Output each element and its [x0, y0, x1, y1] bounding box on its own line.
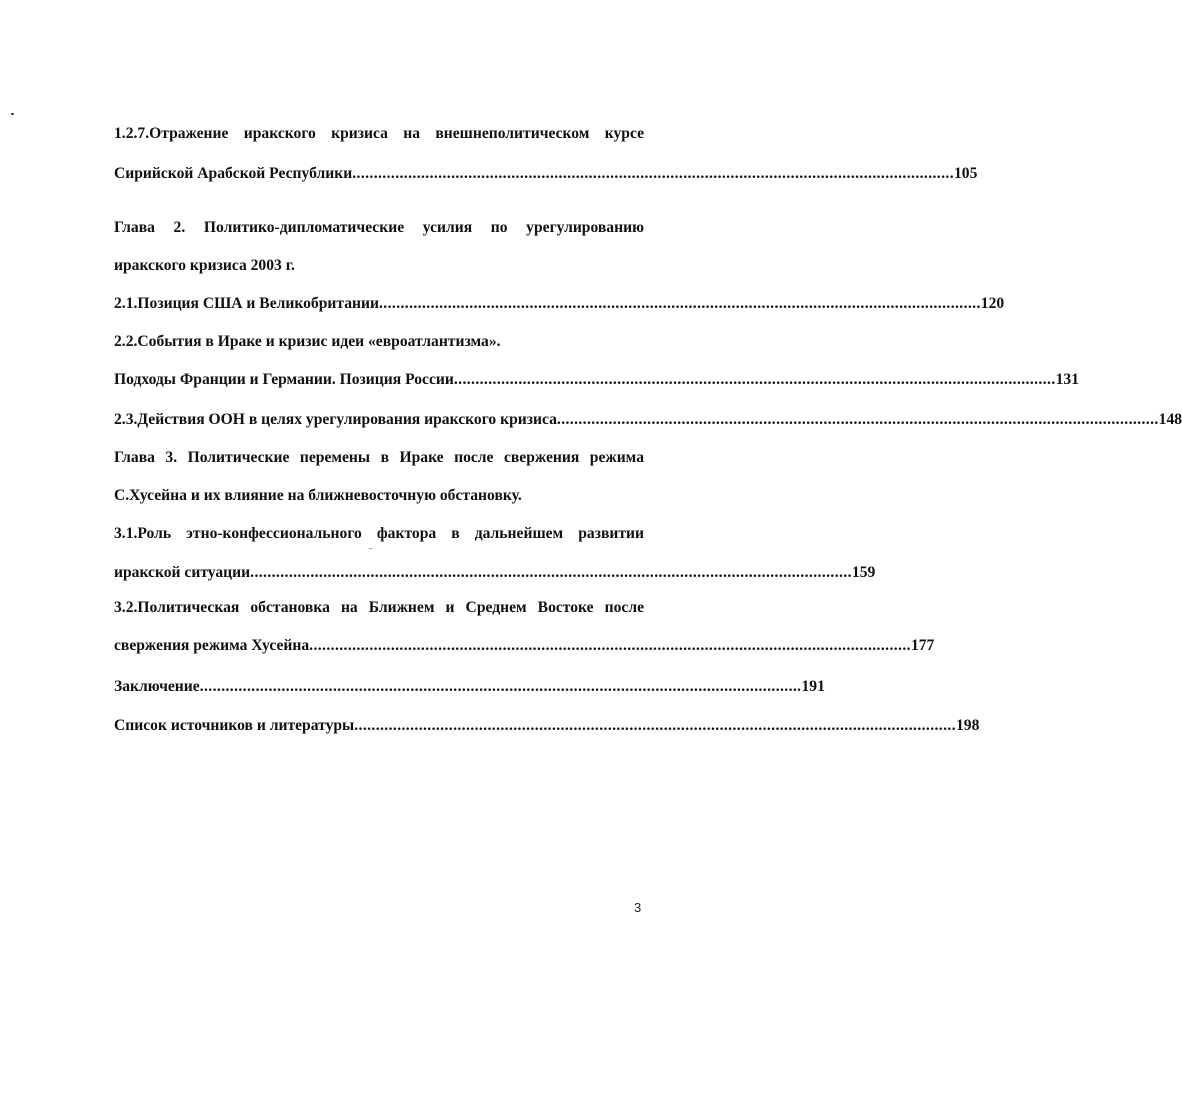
toc-chapter-3-line-2: С.Хусейна и их влияние на ближневосточную обстановку. — [114, 487, 522, 504]
toc-leader-dots: ............................................................................................................................................ — [309, 637, 911, 654]
toc-entry-title: Подходы Франции и Германии. Позиция России — [114, 371, 454, 388]
toc-entry-title: Сирийской Арабской Республики — [114, 165, 353, 182]
toc-page-number: 198 — [956, 717, 980, 734]
toc-page-number: 159 — [851, 564, 876, 581]
page-number: 3 — [634, 900, 642, 915]
toc-entry-title: иракской ситуации — [114, 564, 251, 581]
toc-page-number: 148 — [1158, 411, 1182, 428]
toc-entry-1-2-7-line-2 — [114, 164, 978, 184]
toc-entry-3-2-line-1: 3.2.Политическая обстановка на Ближнем и Среднем Востоке после — [114, 599, 644, 616]
toc-chapter-2-line-2: иракского кризиса 2003 г. — [114, 257, 295, 274]
toc-entry-title: 2.1.Позиция США и Великобритании — [114, 295, 379, 312]
toc-chapter-3-line-1: Глава 3. Политические перемены в Ираке после свержения режима — [114, 449, 644, 466]
scan-speck — [369, 548, 372, 549]
scan-speck — [11, 113, 14, 115]
toc-leader-dots: ............................................................................................................................................ — [354, 717, 956, 734]
toc-entry-3-2-line-2 — [114, 636, 935, 656]
toc-entry-title: Заключение — [114, 678, 200, 695]
toc-entry-2-3 — [114, 410, 1182, 430]
toc-leader-dots: ............................................................................................................................................ — [352, 165, 954, 182]
toc-leader-dots: ............................................................................................................................................ — [250, 564, 852, 581]
toc-entry-3-1-line-2 — [114, 563, 876, 583]
toc-entry-sources — [114, 716, 980, 736]
toc-leader-dots: ............................................................................................................................................ — [453, 371, 1056, 388]
toc-entry-1-2-7-line-1: 1.2.7.Отражение иракского кризиса на внешнеполитическом курсе — [114, 125, 644, 142]
toc-page-number: 131 — [1055, 371, 1080, 388]
toc-entry-title: Список источников и литературы — [114, 717, 355, 734]
toc-page-number: 120 — [980, 295, 1005, 312]
toc-page-number: 105 — [954, 165, 978, 182]
toc-entry-title: свержения режима Хусейна — [114, 637, 310, 654]
toc-leader-dots: ............................................................................................................................................ — [379, 295, 981, 312]
toc-entry-title: 2.3.Действия ООН в целях урегулирования иракского кризиса — [114, 411, 557, 428]
toc-entry-2-2-line-2 — [114, 370, 1080, 390]
toc-leader-dots: ............................................................................................................................................ — [199, 678, 802, 695]
toc-entry-2-2-line-1: 2.2.События в Ираке и кризис идеи «евроатлантизма». — [114, 333, 501, 350]
toc-chapter-2-line-1: Глава 2. Политико-дипломатические усилия по урегулированию — [114, 219, 644, 236]
toc-entry-conclusion — [114, 677, 825, 697]
toc-entry-2-1 — [114, 294, 1005, 314]
toc-page-number: 177 — [910, 637, 935, 654]
toc-page-number: 191 — [801, 678, 825, 695]
toc-entry-3-1-line-1: 3.1.Роль этно-конфессионального фактора в дальнейшем развитии — [114, 525, 644, 542]
toc-leader-dots: ............................................................................................................................................ — [556, 411, 1159, 428]
